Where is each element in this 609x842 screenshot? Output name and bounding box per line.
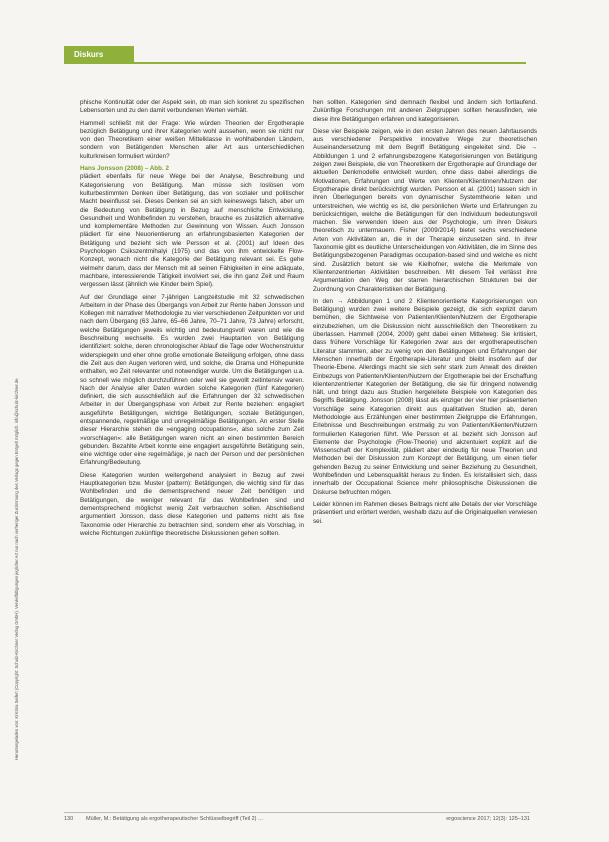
paragraph: Leider können im Rahmen dieses Beitrags nicht alle Details der vier Vorschläge präsentiert und erörtert werden, weshalb dazu auf die Originalquellen verwiesen sei. — [313, 500, 537, 525]
right-column — [313, 99, 537, 794]
header-rule — [64, 62, 526, 64]
paragraph: Diese vier Beispiele zeigen, wie in den ersten Jahren des neuen Jahrtausends aus verschiedener Perspektive innovative Wege zur theoretischen Auseinandersetzung mit dem Begriff Betätigung eingeleitet sind. Die → Abbildungen 1 und 2 erfahrungsbezogene Kategorisierungen von Betätigung zeigen zwei Beispiele, die von Theoretikern der Ergotherapie auf Grundlage der aktuellen Denkmodelle entwickelt wurden, ohne dass dabei allerdings die Motivationen, Erfahrungen und Werte von Klienten/Klientinnen/Nutzern der Ergotherapie direkt berücksichtigt wurden. Persson et al. (2001) lassen sich in ihren Überlegungen bereits von dynamischer Systemtheorie leiten und unterstreichen, wie wichtig es ist, die persönlichen Werte und Erfahrungen zu berücksichtigen, welche die Betätigungen für den Individuum bedeutungsvoll machen. Sie verwenden Ideen aus der Psychologie, um ihren Diskurs theoretisch zu untermauern. Fisher (2009/2014) bietet sechs verschiedene Arten von Aktivitäten an, die in der Therapie einzusetzen sind. In ihrer Taxonomie gibt es deutliche Unterscheidungen von Aktivitäten, die im Sinne des Betätigungsbezogenen Paradigmas occupation-based sind und welche es nicht sind. Zusätzlich betont sie wie Kielhofner, welche die Merkmale von Klientenzentrierten Aktivitäten beschreiben. Mit diesem Teil verlässt ihre Argumentation den Weg der starren hierarchischen Strukturen bei der Zuordnung von Charakteristiken der Betätigung. — [313, 127, 537, 293]
page-footer — [64, 812, 530, 825]
left-column — [80, 99, 304, 794]
paragraph: Auf der Grundlage einer 7-jährigen Langzeitstudie mit 32 schwedischen Arbeitern in der Phase des Übergangs von Arbeit zur Rente haben Jonsson und Kollegen mit narrativer Methodologie zu vier verschiedenen Zeitpunkten vor und nach dem Übergang (63 Jahre, 65–66 Jahre, 70–71 Jahre, 73 Jahre) erforscht, welche Betätigungen jeweils wichtig und bedeutungsvoll waren und wie die Beschreibung wechselte. Es wurden zwei Hauptarten von Betätigung identifiziert: solche, deren chronologischer Ablauf die Tage oder Wochenstruktur widerspiegeln und eher ohne große emotionale Beteiligung erfolgen, ohne dass die Zeit aus den Augen verloren wird, und solche, die Drama und Höhepunkte enthalten, wo Zeit relevanter und notwendiger wurde. Um die Betätigungen u.a. so schnell wie möglich durchzuführen oder weil sie gewollt zeitintensiv waren. Nach der Analyse aller Daten wurden solche Kategorien (fünf Kategorien) definiert, die sich ausschließlich auf die Erfahrungen der 32 schwedischen Arbeiter in der Übergangsphase von Arbeit zur Rente beziehen: engagiert ausgeführte Betätigungen, wichtige Betätigungen, soziale Betätigungen, entspannende, regelmäßige und unregelmäßige Betätigungen. An erster Stelle dieser Hierarchie stehen die »engaging occupations«, also solche zum Zeit »vorschlagen«: alle Betätigungen waren nicht an einen bestimmten Bereich gebunden. Bezahlte Arbeit konnte eine engagiert ausgeführte Betätigung sein, eine wichtige oder eine regelmäßige, je nach der Person und der persönlichen Erfahrung/Bedeutung. — [80, 293, 304, 467]
paragraph: Hammell schließt mit der Frage: Wie würden Theorien der Ergotherapie bezüglich Betätigung und ihrer Kategorien wohl aussehen, wenn sie nicht nur von den Theoretikern einer weißen Mittelklasse in wohlhabenden Ländern, sondern von Betätigenden Menschen aller Art aus unterschiedlichen kulturkreisen formuliert würden? — [80, 119, 304, 160]
section-heading: Hans Jonsson (2008) – Abb. 2 — [80, 165, 169, 173]
paragraph: phische Kontinuität oder der Aspekt sein, ob man sich konkret zu spezifischen Lebensorten und zu den damit verbundenen Werten verhält. — [80, 99, 304, 115]
footer-source: Müller, M.: Betätigung als ergotherapeutischer Schlüsselbegriff (Teil 2) … — [86, 816, 264, 822]
footer-journal: ergoscience 2017; 12(3): 125–131 — [446, 816, 530, 822]
paragraph: hen sollten. Kategorien sind demnach flexibel und ändern sich fortlaufend. Zukünftige Forschungen mit anderen Zielgruppen sollten herausfinden, wie diese ihre Betätigungen erfahren und kategorisieren. — [313, 99, 537, 123]
paragraph: plädiert ebenfalls für neue Wege bei der Analyse, Beschreibung und Kategorisierung von Betätigung. Man müsse sich loslösen vom kulturbestimmten Denken über Betätigung, das von sozialer und politischer Macht beeinflusst sei. Dieses Denken sei an sich keineswegs falsch, aber um die Bedeutung von Betätigung in Bezug auf menschliche Entwicklung, Gesundheit und Wohlbefinden zu verstehen, brauche es zusätzlich alternative und komplementäre Methoden zur Gewinnung von Wissen. Auch Jonsson plädiert für eine Neuorientierung an erfahrungsbasierten Kategorien der Betätigung und bezieht sich wie Persson et al. (2001) auf Ideen des Psychologen Csikszentmihalyi (1975) und das von ihm entwickelte Flow-Konzept, wonach nicht die Kategorie der Betätigung relevant sei. Es gehe vielmehr darum, dass der Mensch mit all seinen Fähigkeiten in eine adäquate, machbare, interessierende Tätigkeit involviert sei, die ihn ganz Zeit und Raum vergessen lässt (ähnlich wie Kinder beim Spiel). — [80, 173, 304, 289]
copyright-side-text: Heruntergeladen von: Kristina Seifert (Copyright: Schulz-Kirchner Verlag GmbH). Vervielfältigungen jeglicher Art nur nach vorheriger Zustimmung des Verlags gegen Entgelt möglich. info@schulz-kirchner.de — [14, 378, 19, 760]
paragraph: In den → Abbildungen 1 und 2 Klientenorientierte Kategorisierungen von Betätigung) wurden zwei weitere Beispiele gezeigt, die sich explizit darum bemühen, die Sichtweise von Patienten/Klienten/Nutzern der Ergotherapie einzubeziehen, um die Diskussion nicht ausschließlich den Theoretikern zu überlassen. Hammell (2004, 2009) geht dabei einen Mittelweg: Sie kritisiert, dass frühere Vorschläge für Kategorien zwar aus der ergotherapeutischen Literatur stammten, aber zu wenig von den Betätigungen und Erfahrungen der Menschen innerhalb der Ergotherapie-Literatur und bleibt insofern auf der Theorie-Ebene. Allerdings macht sie sich sehr stark zum Anwalt des direkten Einbezugs von Patienten/Klienten/Nutzern der Ergotherapie bei der Erschaffung klientenzentrierter Kategorien der Betätigung, die sie für dringend notwendig hält, und bringt dazu aus Studien hergeleitete Beispiele von Kategorien des Begriffs Betätigung. Jonsson (2008) lässt als einziger der vier hier präsentierten Vorschläge seine Kategorien direkt aus qualitativen Studien ab, deren Methodologie aus Erzählungen einer bestimmten Zielgruppe die Erfahrungen, Erlebnisse und Beschreibungen erstmalig zu von Patienten/Klienten/Nutzern formulierten Kategorien führt. Wie Persson et al. bezieht sich Jonsson auf Elemente der Psychologie (Flow-Theorie) und akzentuiert explizit auf die Wissenschaft der Komplexität, plädiert aber eindeutig für neue Theorien und Methoden bei der Diskussion zum Konzept der Betätigung, um einen tiefer gehenden Bezug zu seiner Entwicklung und seiner Beziehung zu Gesundheit, Wohlbefinden und Lebensqualität heraus zu finden. Es kristallisiert sich, dass innerhalb der Occupational Science mehr philosophische Diskussionen die Diskurse befruchten mögen. — [313, 297, 537, 496]
paragraph: Diese Kategorien wurden weitergehend analysiert in Bezug auf zwei Hauptkategorien bzw. Muster (pattern): Betätigungen, die wichtig sind für das Wohlbefinden und die dementsprechend neuer Zeit benötigen und Betätigungen, die weniger relevant für das Wohlbefinden sind und dementsprechend möglichst wenig Zeit verbrauchen sollen. Abschließend argumentiert Jonsson, dass diese Kategorien und patterns nicht als fixe Taxonomie oder Hierarchie zu betrachten sind, sondern eher als Vorschlag, in welche Richtungen zukünftige theoretische Diskussionen gehen sollten. — [80, 471, 304, 537]
section-tab: Diskurs — [64, 46, 134, 63]
copyright-side-note — [10, 70, 24, 760]
page-number: 130 — [64, 816, 74, 822]
